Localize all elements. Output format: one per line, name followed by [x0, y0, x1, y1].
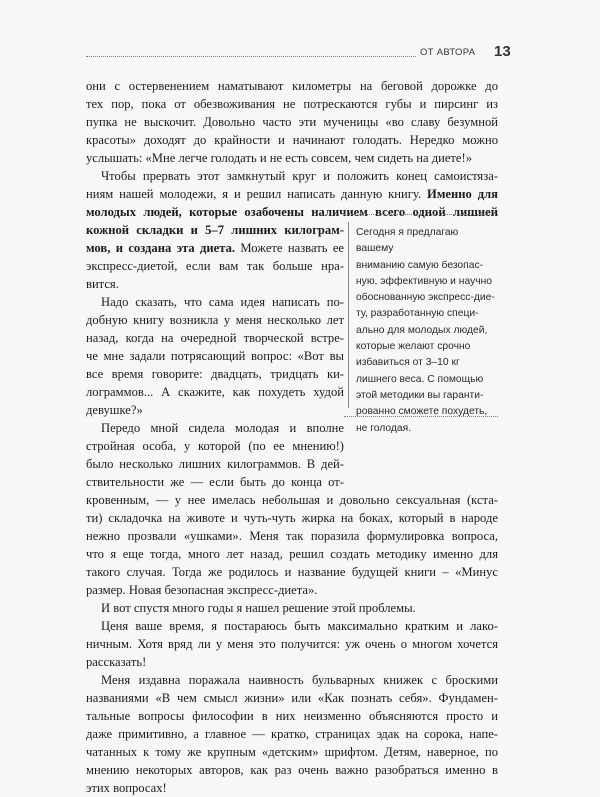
- sidebar-line: лишнего веса. С помощью: [356, 373, 484, 385]
- text-line: что я еще тогда, много лет назад, решил создать методику именно для: [86, 547, 498, 561]
- text-line: лограммов... А скажите, как похудеть худой: [86, 385, 344, 399]
- text-fragment: ниям нашей молодежи, я и решил написать данную книгу.: [86, 187, 422, 201]
- text-line: красоты» доходят до крайности и начинают голодать. Нередко можно: [86, 133, 498, 147]
- text-line: ничным. Хотя вряд ли у меня это получится: уж очень о многом хочется: [86, 637, 498, 651]
- text-line: чатанных к тому же крупным «детским» шрифтом. Детям, наверное, по: [86, 745, 498, 759]
- text-line: назад, когда на очередной творческой встре-: [86, 331, 344, 345]
- sidebar-line: этой методики вы гаранти-: [356, 389, 484, 401]
- text-line: стройная особа, у которой (по ее мнению!): [86, 439, 344, 453]
- text-line: ствительности же — если быть до конца от-: [86, 475, 344, 489]
- text-line: вится.: [86, 277, 119, 291]
- sidebar-line: обоснованную экспресс-дие-: [356, 292, 495, 304]
- text-line: Меня издавна поражала наивность бульварных книжек с броскими: [101, 673, 498, 687]
- text-line: Ценя ваше время, я постараюсь быть максимально кратким и лако-: [101, 619, 498, 633]
- running-header: ОТ АВТОРА: [420, 47, 476, 58]
- text-line: все время говорите: двадцать, тридцать ки-: [86, 367, 344, 381]
- text-line: кровенным, — у нее имелась небольшая и довольно сексуальная (кста-: [86, 493, 498, 507]
- emphasis-line: кожной складки и 5–7 лишних килограм-: [86, 223, 344, 237]
- paragraph-4: [86, 419, 344, 491]
- paragraph-6: [86, 617, 498, 671]
- sidebar-line: ту, разработанную специ-: [356, 308, 479, 320]
- text-line: мнению некоторых авторов, как раз очень важно разобраться именно в: [86, 763, 498, 777]
- paragraph-2: [86, 167, 498, 221]
- emphasis-text: Именно для: [427, 187, 498, 201]
- text-line: И вот спустя много годы я нашел решение этой проблемы.: [101, 601, 416, 615]
- text-line: тальные вопросы философии в них неизменно объясняются просто и: [86, 709, 498, 723]
- text-line: Чтобы прервать этот замкнутый круг и положить конец самоистяза-: [101, 169, 498, 183]
- paragraph-1: [86, 77, 498, 167]
- text-line: девушке?»: [86, 403, 143, 417]
- text-line: размер. Новая безопасная экспресс-диета».: [86, 583, 318, 597]
- text-fragment: Можете назвать ее: [235, 241, 344, 255]
- text-line: че мне задали потрясающий вопрос: «Вот вы: [86, 349, 344, 363]
- sidebar-line: вниманию самую безопас-: [356, 259, 484, 271]
- text-line: ти) складочка на животе и чуть-чуть жирка на боках, который в народе: [86, 511, 498, 525]
- text-line: этих вопросах!: [86, 781, 167, 795]
- sidebar-bottom-rule: [344, 416, 498, 417]
- text-line: услышать: «Мне легче голодать и не есть совсем, чем сидеть на диете!»: [86, 151, 473, 165]
- sidebar-vertical-rule: [348, 222, 349, 408]
- sidebar-line: ально для молодых людей,: [356, 324, 488, 336]
- text-line: Надо сказать, что сама идея написать по-: [101, 295, 344, 309]
- paragraph-7: [86, 671, 498, 795]
- emphasis-text: мов, и создана эта диета.: [86, 241, 236, 255]
- page-number: 13: [494, 43, 511, 60]
- sidebar-line: избавиться от 3–10 кг: [356, 357, 460, 369]
- text-line: экспресс-диетой, если вам так больше нра-: [86, 259, 344, 273]
- paragraph-2-continued: [86, 221, 344, 293]
- text-line: названиями «В чем смысл жизни» или «Как познать себя». Фундамен-: [86, 691, 498, 705]
- text-line: они с остервенением наматывают километры на беговой дорожке до: [86, 79, 498, 93]
- sidebar-callout: [356, 225, 498, 437]
- sidebar-line: Сегодня я предлагаю вашему: [356, 227, 459, 255]
- text-line: Передо мной сидела молодая и вполне: [101, 421, 344, 435]
- sidebar-line: которые желают срочно: [356, 341, 471, 353]
- sidebar-line: рованно сможете похудеть,: [356, 406, 488, 418]
- header-dotted-rule: [86, 56, 416, 57]
- text-line: нежно прозвали «ушками». Меня так поразила формулировка вопроса,: [86, 529, 498, 543]
- text-line: добную книгу возникла у меня несколько лет: [86, 313, 344, 327]
- emphasis-line: молодых людей, которые озабочены наличием всего одной лишней: [86, 205, 498, 219]
- text-line: было несколько лишних килограммов. В дей-: [86, 457, 344, 471]
- text-line: тех пор, пока от обезвоживания не потрескаются губы и пирсинг из: [86, 97, 498, 111]
- sidebar-line: не голодая.: [356, 422, 412, 434]
- text-line: пупка не выскочит. Довольно часто эти мученицы «во славу безумной: [86, 115, 498, 129]
- paragraph-3: [86, 293, 344, 419]
- text-line: [86, 185, 498, 203]
- text-line: такого случая. Тогда же родилось и название будущей книги – «Минус: [86, 565, 498, 579]
- text-line: даже примитивно, а главное — кратко, страницах эдак на сорока, напе-: [86, 727, 498, 741]
- paragraph-4-continued: [86, 491, 498, 599]
- text-line: [86, 239, 344, 257]
- text-line: рассказать!: [86, 655, 147, 669]
- paragraph-5: [86, 599, 498, 617]
- sidebar-line: ную, эффективную и научно: [356, 275, 493, 287]
- sidebar-top-rule: [344, 214, 498, 215]
